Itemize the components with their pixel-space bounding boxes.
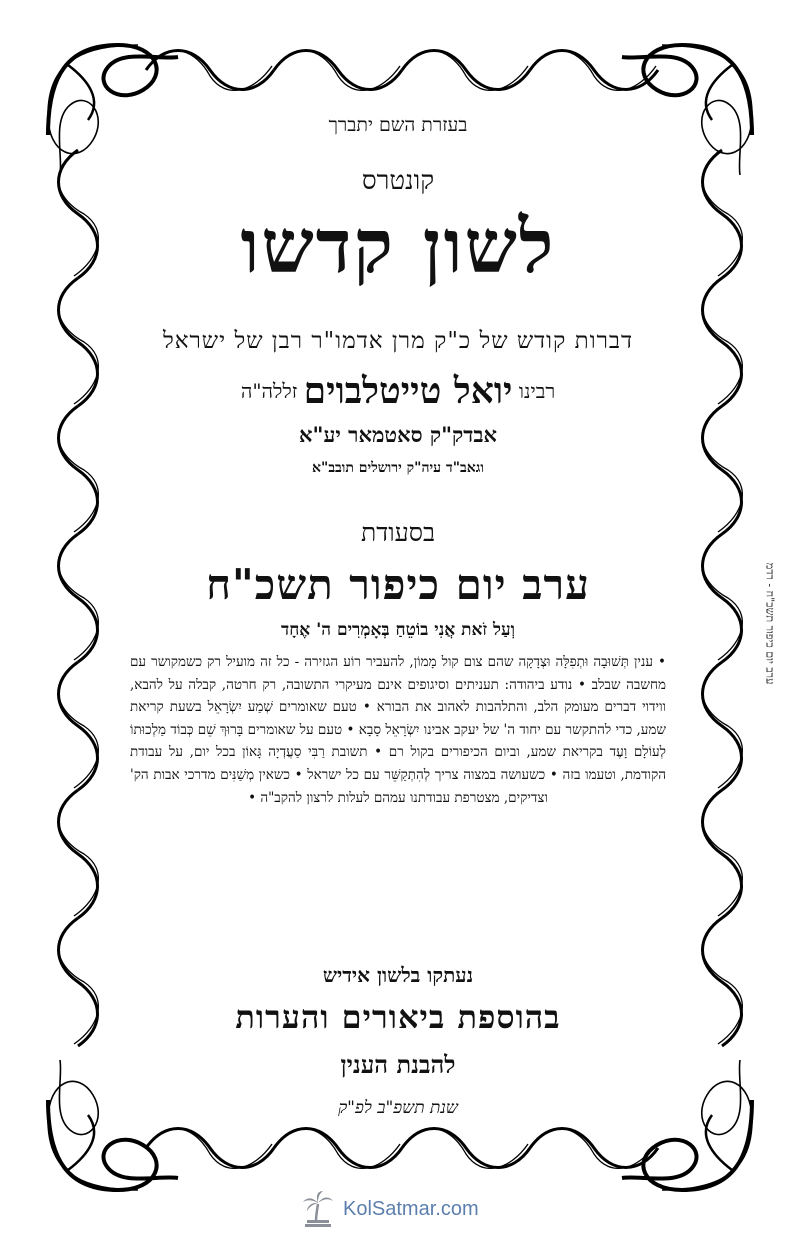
kuntres-label: קונטרס <box>361 166 435 196</box>
town-title: אבדק"ק סאטמאר יע"א <box>299 422 497 447</box>
attribution-line: דברות קודש של כ"ק מרן אדמו"ר רבן של ישראל <box>162 328 634 354</box>
town-title-secondary: וגאב"ד עיה"ק ירושלים תובב"א <box>312 460 484 476</box>
rabbi-prefix: רבינו <box>518 379 556 403</box>
title-page <box>128 108 668 1148</box>
seuda-label: בסעודת <box>360 518 436 547</box>
event-date: ערב יום כיפור תשכ"ח <box>206 560 590 609</box>
rabbi-name-line <box>128 370 668 412</box>
topics-paragraph: • ענין תְּשׁוּבָה וּתְפִלָּה וּצְדָקָה שהם צום קול מָמוֹן, להעביר רוֹע הגזירה - כל זה מועיל רק כשמקושר עם מחשבה שבלב • נודע ביהודה: תעניתים וסיגופים אינם מעיקרי התשובה, רק חרטה, קבלה על להבא, ווידוי דברים מעומק הלב, והתלהבות לאהוב את הבורא • טעם שאומרים שְׁמַע יִשְׂרָאֵל בשעת קריאת שמע, כדי להתקשר עם יחוד ה' של יעקב אבינו יִשְׂרָאֵל סָבָא • טעם על שאומרים בָּרוּךְ שֵׁם כְּבוֹד מַלְכוּתוֹ לְעוֹלָם וָעֶד בקריאת שמע, וביום הכיפורים בקול רם • תשובת רַבִּי סַעֲדְיָה גָּאוֹן בכל יום, על עבודת הקודמת, וטעמו בזה • כשעושה במצוה צריך לְהִתְקַשֵּׁר עם כל ישראל • כשאין מְשַׁנִּים מדרכי אבות הק' וצדיקים, מצטרפת עבודתנו עמהם לעלות לרצון להקב"ה • <box>130 654 666 806</box>
rabbi-name: יואל טייטלבוים <box>303 370 513 412</box>
palm-tree-books-icon <box>301 1190 335 1228</box>
publication-year: שנת תשפ"ב לפ"ק <box>338 1098 458 1118</box>
side-running-title: ערב יום כיפור תשכ"ח - רדמ <box>763 562 777 685</box>
kolsatmar-logo[interactable] <box>301 1188 511 1230</box>
book-title: לשון קדשו <box>240 204 556 290</box>
understanding-subheading: להבנת הענין <box>340 1050 456 1079</box>
verse-heading: וְעַל זֹאת אֲנִי בוֹטֵחַ בְּאָמְרִים ה' אֶחָד <box>281 620 515 640</box>
blessing-heading: בעזרת השם יתברך <box>328 114 468 136</box>
translation-note: נעתקו בלשון אידיש <box>322 963 474 987</box>
logo-text: KolSatmar.com <box>343 1197 479 1220</box>
additions-heading: בהוספת ביאורים והערות <box>235 998 561 1036</box>
rabbi-suffix: זללה"ה <box>240 379 298 403</box>
